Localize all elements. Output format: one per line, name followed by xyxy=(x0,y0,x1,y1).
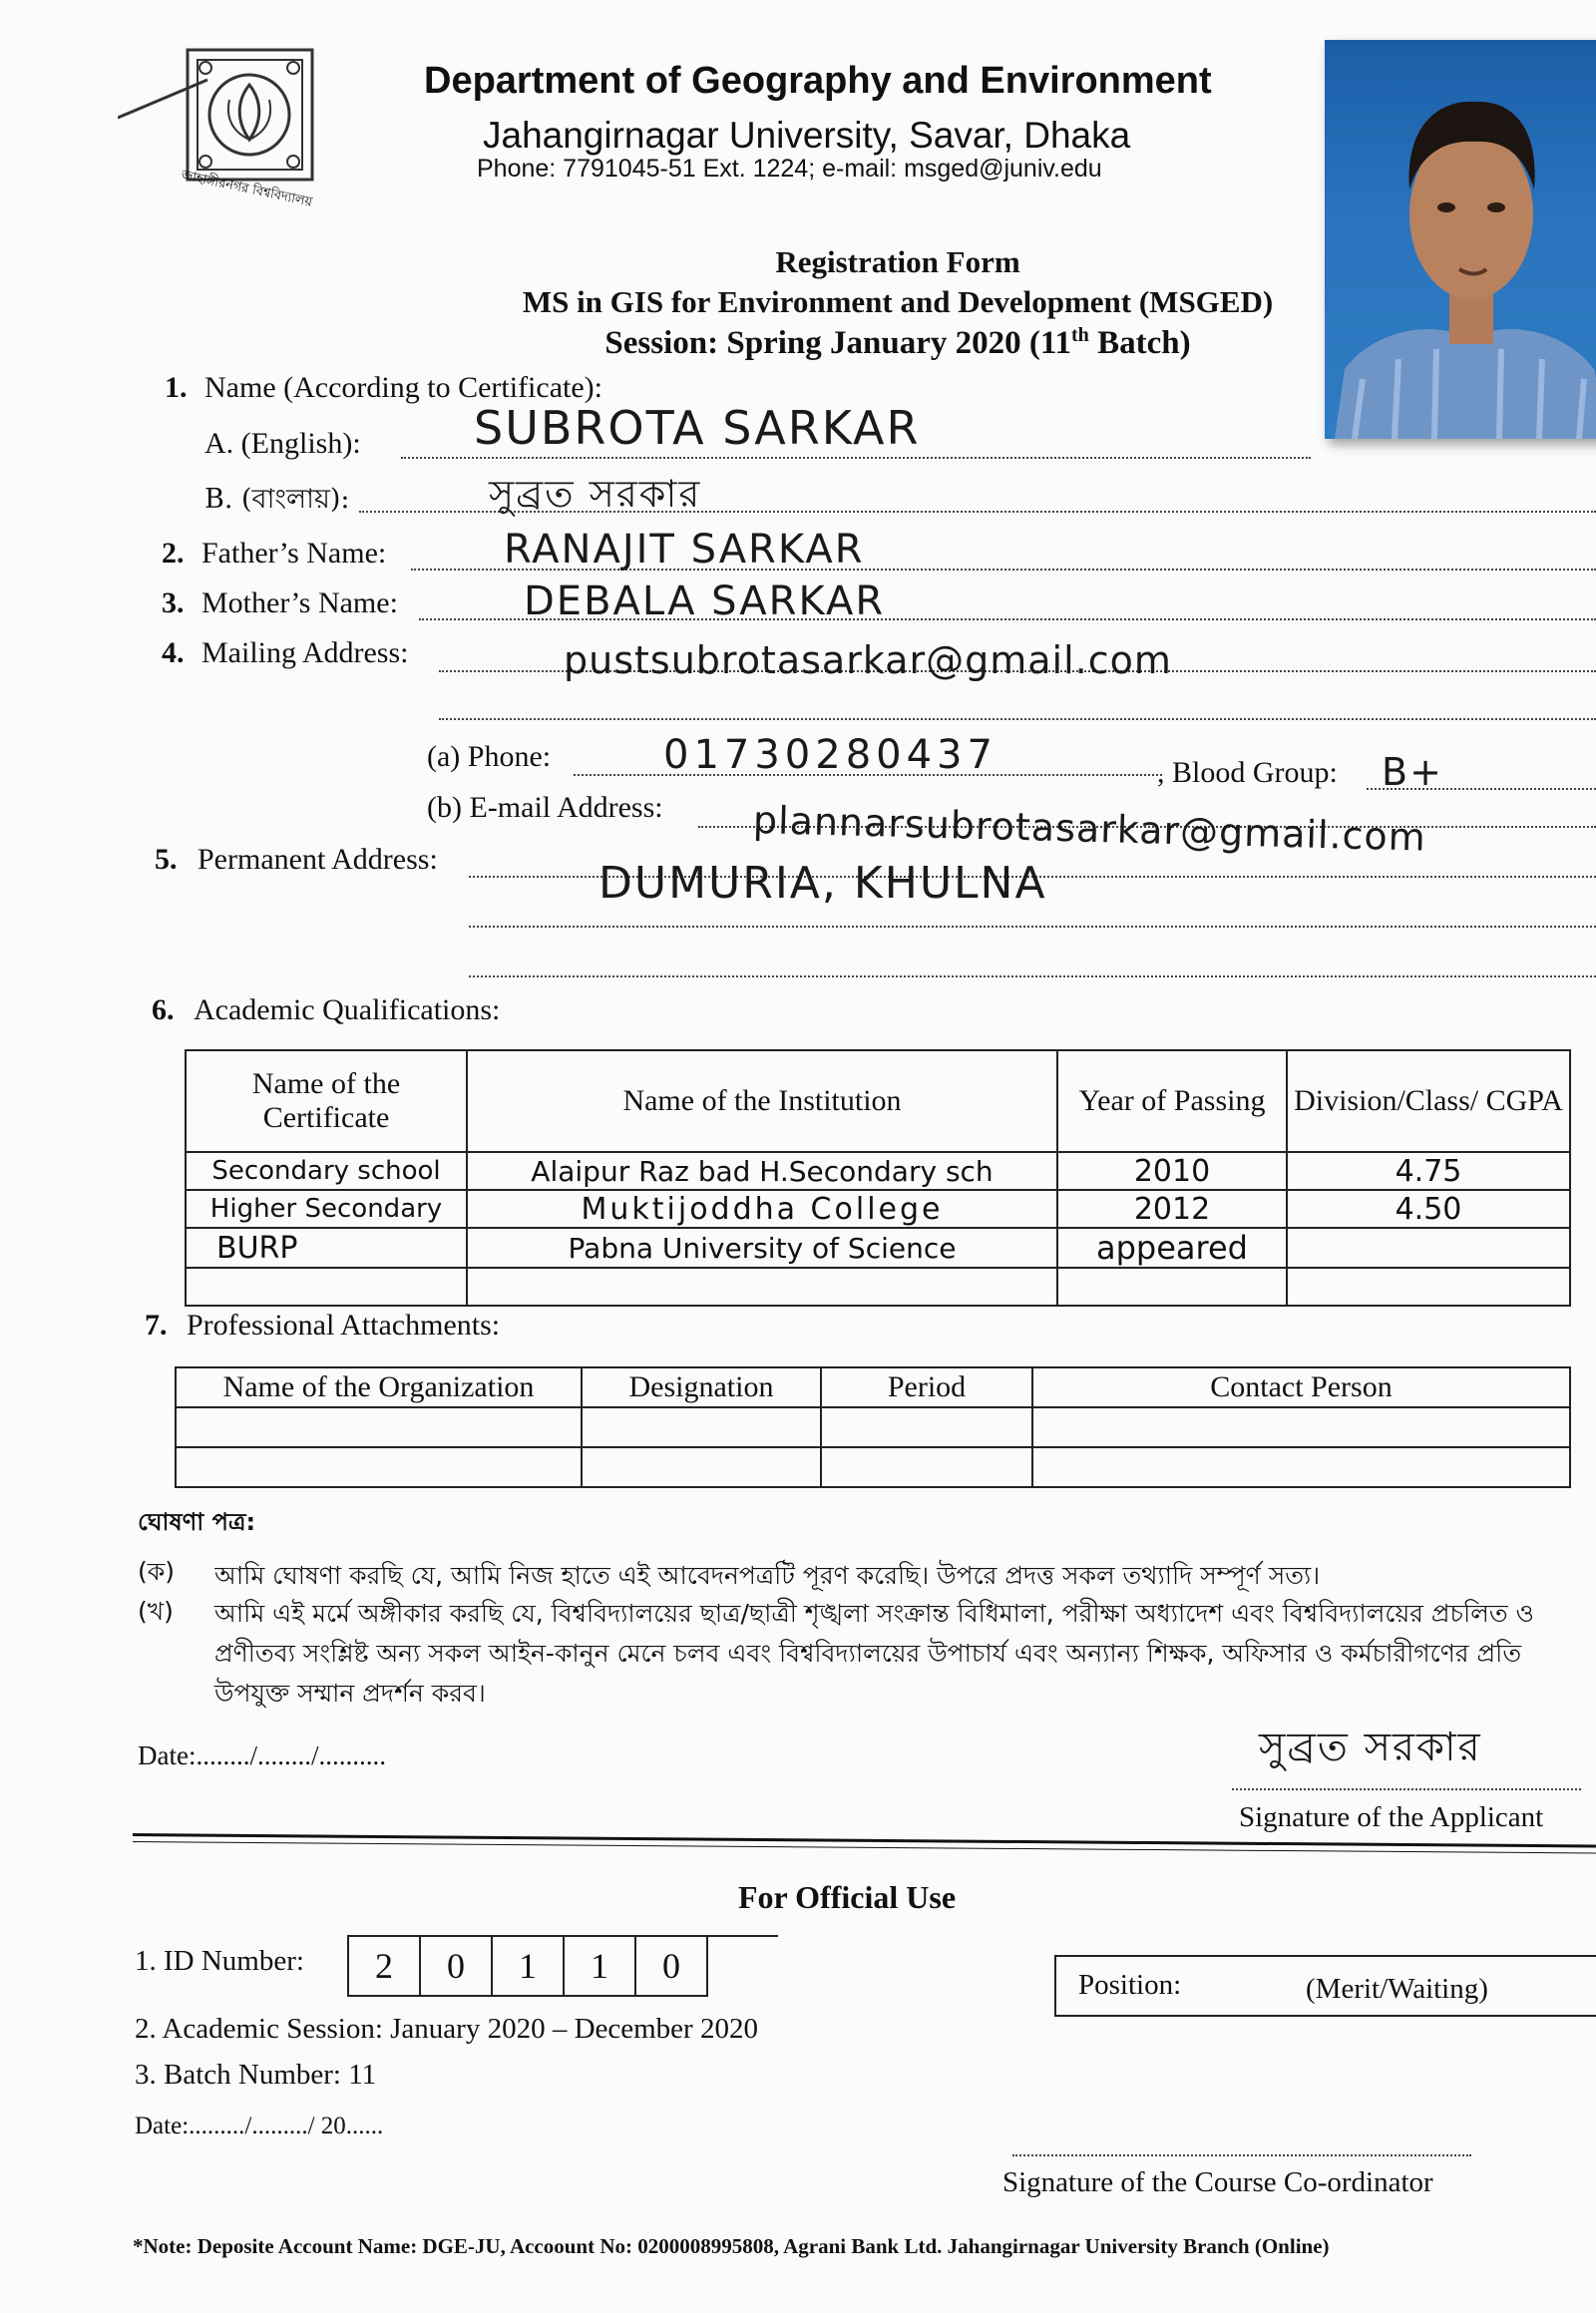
academic-cell[interactable]: 2012 xyxy=(1057,1190,1287,1228)
q3-value[interactable]: DEBALA SARKAR xyxy=(524,578,886,624)
q6-number: 6. xyxy=(152,993,175,1026)
q1b-value[interactable]: সুব্রত সরকার xyxy=(489,472,702,516)
applicant-portrait-icon xyxy=(1325,40,1596,439)
deposit-note: *Note: Deposite Account Name: DGE-JU, Accoount No: 0200008995808, Agrani Bank Ltd. Jahangirnagar University Branch (Online) xyxy=(133,2234,1330,2258)
department-name: Department of Geography and Environment xyxy=(424,60,1212,102)
professional-cell[interactable] xyxy=(1032,1447,1570,1487)
declaration-b-marker: (খ) xyxy=(138,1597,174,1626)
session-prefix: Session: Spring January 2020 (11 xyxy=(604,325,1072,361)
logo-caption: জাহাঙ্গীরনগর বিশ্ববিদ্যালয় xyxy=(180,168,314,210)
professional-cell[interactable] xyxy=(176,1407,582,1447)
id-digit-box[interactable]: 2 xyxy=(347,1935,421,1997)
blood-group-label: , Blood Group: xyxy=(1157,756,1338,789)
table-row xyxy=(176,1407,1570,1447)
id-digit-box[interactable]: 1 xyxy=(565,1935,636,1997)
q4-line-2 xyxy=(439,718,1596,720)
applicant-signature: সুব্রত সরকার xyxy=(1259,1725,1482,1770)
coordinator-signature-line xyxy=(1012,2154,1471,2156)
table-row xyxy=(176,1447,1570,1487)
session-title xyxy=(399,324,1396,362)
academic-cell[interactable]: Alaipur Raz bad H.Secondary sch xyxy=(467,1152,1057,1190)
academic-cell[interactable]: 4.75 xyxy=(1287,1152,1570,1190)
q1a-label: A. (English): xyxy=(204,427,361,460)
academic-table xyxy=(185,1049,1571,1307)
declaration-b-text: আমি এই মর্মে অঙ্গীকার করছি যে, বিশ্ববিদ্যালয়ের ছাত্র/ছাত্রী শৃঙ্খলা সংক্রান্ত বিধিমালা, পরীক্ষা অধ্যাদেশ এবং বিশ্ববিদ্যালয়ের প্রচলিত ও প্রণীতব্য সংশ্লিষ্ট অন্য সকল আইন-কানুন মেনে চলব এবং বিশ্ববিদ্যালয়ের উপাচার্য এবং অন্যান্য শিক্ষক, অফিসার ও কর্মচারীগণের প্রতি উপযুক্ত সম্মান প্রদর্শন করব। xyxy=(214,1599,1534,1708)
table-row xyxy=(186,1152,1570,1190)
declaration-a-marker: (ক) xyxy=(138,1557,175,1586)
academic-header-row xyxy=(186,1050,1570,1152)
applicant-signature-line xyxy=(1232,1788,1581,1790)
session-sup: th xyxy=(1071,324,1089,346)
q4-number: 4. xyxy=(162,636,185,669)
q4-label: Mailing Address: xyxy=(201,636,409,669)
academic-header-certificate: Name of the Certificate xyxy=(186,1050,467,1152)
program-title: MS in GIS for Environment and Development (MSGED) xyxy=(522,284,1274,319)
form-title: Registration Form xyxy=(775,244,1020,279)
q1a-value[interactable]: SUBROTA SARKAR xyxy=(474,401,921,455)
academic-cell[interactable]: Higher Secondary xyxy=(186,1190,467,1228)
phone-value[interactable]: 01730280437 xyxy=(663,732,998,778)
declaration-a-text: আমি ঘোষণা করছি যে, আমি নিজ হাতে এই আবেদনপত্রটি পূরণ করেছি। উপরে প্রদত্ত সকল তথ্যাদি সম্পূর্ণ সত্য। xyxy=(214,1561,1321,1590)
q1-label: Name (According to Certificate): xyxy=(204,371,602,404)
professional-header-period: Period xyxy=(821,1367,1032,1407)
session-suffix: Batch) xyxy=(1088,325,1191,361)
coordinator-signature-label: Signature of the Course Co-ordinator xyxy=(1002,2166,1433,2198)
applicant-date: Date:......../......../.......... xyxy=(138,1740,386,1770)
professional-cell[interactable] xyxy=(821,1447,1032,1487)
university-name: Jahangirnagar University, Savar, Dhaka xyxy=(483,115,1131,156)
applicant-photo xyxy=(1325,40,1596,439)
q1b-label: B. (বাংলায়): xyxy=(204,484,350,515)
official-date: Date:........./........./ 20...... xyxy=(135,2113,384,2139)
academic-header-division: Division/Class/ CGPA xyxy=(1287,1050,1570,1152)
q2-number: 2. xyxy=(162,537,185,570)
academic-cell[interactable] xyxy=(1057,1268,1287,1306)
q5-line-3 xyxy=(469,975,1596,977)
academic-cell[interactable]: BURP xyxy=(186,1228,467,1268)
professional-cell[interactable] xyxy=(1032,1407,1570,1447)
declaration-title: ঘোষণা পত্র: xyxy=(138,1508,256,1536)
q1a-line xyxy=(401,457,1311,459)
academic-cell[interactable] xyxy=(467,1268,1057,1306)
q7-number: 7. xyxy=(145,1309,168,1342)
q2-label: Father’s Name: xyxy=(201,537,387,570)
batch-number: 3. Batch Number: 11 xyxy=(135,2059,377,2091)
academic-cell[interactable]: appeared xyxy=(1057,1228,1287,1268)
academic-cell[interactable] xyxy=(1287,1268,1570,1306)
academic-cell[interactable]: Pabna University of Science xyxy=(467,1228,1057,1268)
official-title: For Official Use xyxy=(738,1879,957,1915)
academic-cell[interactable]: 2010 xyxy=(1057,1152,1287,1190)
position-box xyxy=(1054,1955,1596,2017)
table-row xyxy=(186,1190,1570,1228)
q5-line-2 xyxy=(469,926,1596,928)
q1-number: 1. xyxy=(165,371,188,404)
table-row xyxy=(186,1228,1570,1268)
professional-table xyxy=(175,1366,1571,1488)
academic-cell[interactable]: 4.50 xyxy=(1287,1190,1570,1228)
id-digit-box[interactable]: 0 xyxy=(636,1935,708,1997)
q3-number: 3. xyxy=(162,586,185,619)
professional-header-organization: Name of the Organization xyxy=(176,1367,582,1407)
q4-value[interactable]: pustsubrotasarkar@gmail.com xyxy=(564,638,1172,682)
q5-number: 5. xyxy=(155,843,178,876)
applicant-signature-label: Signature of the Applicant xyxy=(1239,1801,1544,1833)
email-value[interactable]: plannarsubrotasarkar@gmail.com xyxy=(752,798,1427,860)
q5-label: Permanent Address: xyxy=(198,843,438,876)
id-digit-box[interactable]: 1 xyxy=(493,1935,565,1997)
q2-value[interactable]: RANAJIT SARKAR xyxy=(504,527,865,573)
contact-info: Phone: 7791045-51 Ext. 1224; e-mail: msged@juniv.edu xyxy=(477,155,1102,183)
official-separator-top xyxy=(133,1833,1596,1848)
academic-cell[interactable]: Muktijoddha College xyxy=(467,1190,1057,1228)
academic-header-institution: Name of the Institution xyxy=(467,1050,1057,1152)
professional-title: Professional Attachments: xyxy=(187,1309,501,1342)
professional-cell[interactable] xyxy=(176,1447,582,1487)
professional-cell[interactable] xyxy=(582,1407,821,1447)
blood-group-value[interactable]: B+ xyxy=(1382,750,1443,794)
position-label: Position: xyxy=(1078,1969,1182,2001)
academic-title: Academic Qualifications: xyxy=(194,993,501,1026)
professional-cell[interactable] xyxy=(582,1447,821,1487)
academic-cell[interactable] xyxy=(186,1268,467,1306)
id-digit-box[interactable]: 0 xyxy=(421,1935,493,1997)
professional-header-row xyxy=(176,1367,1570,1407)
id-number-label: 1. ID Number: xyxy=(135,1945,304,1977)
professional-cell[interactable] xyxy=(821,1407,1032,1447)
professional-header-designation: Designation xyxy=(582,1367,821,1407)
position-value: (Merit/Waiting) xyxy=(1306,1973,1488,2005)
table-row xyxy=(186,1268,1570,1306)
professional-header-contact: Contact Person xyxy=(1032,1367,1570,1407)
academic-session: 2. Academic Session: January 2020 – December 2020 xyxy=(135,2013,758,2045)
q5-value[interactable]: DUMURIA, KHULNA xyxy=(598,858,1047,909)
phone-label: (a) Phone: xyxy=(427,740,552,773)
academic-cell[interactable]: Secondary school xyxy=(186,1152,467,1190)
q3-label: Mother’s Name: xyxy=(201,586,398,619)
email-label: (b) E-mail Address: xyxy=(427,791,663,824)
university-logo xyxy=(118,40,347,219)
academic-header-year: Year of Passing xyxy=(1057,1050,1287,1152)
id-digit-box[interactable] xyxy=(708,1935,778,1995)
academic-cell[interactable] xyxy=(1287,1228,1570,1268)
id-number-boxes xyxy=(347,1935,778,1997)
